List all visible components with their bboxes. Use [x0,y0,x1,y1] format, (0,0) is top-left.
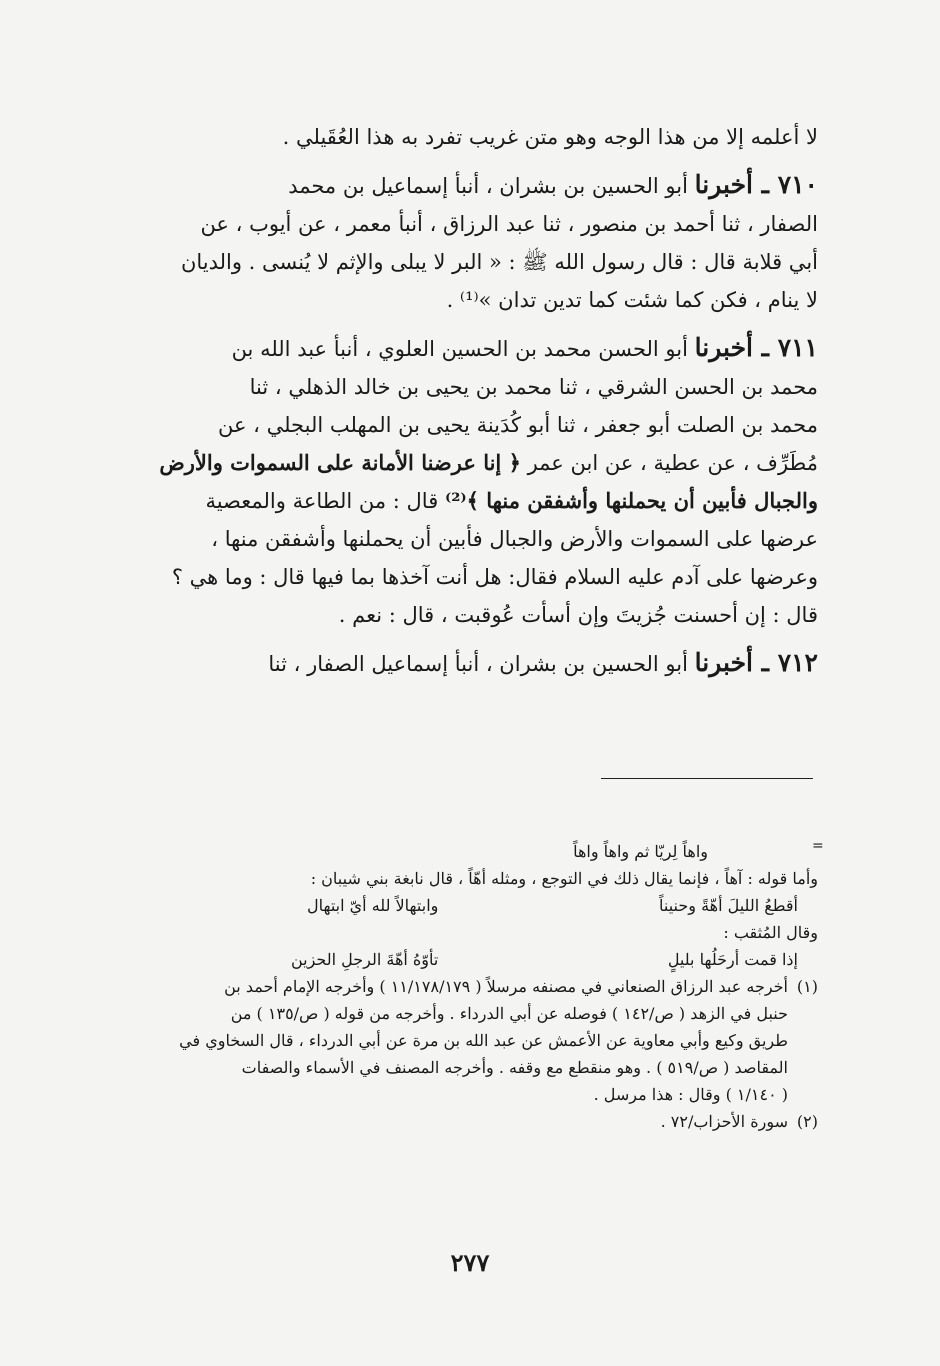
hadith-711-line-4a: مُطَرِّف ، عن عطية ، عن ابن عمر [527,451,818,475]
hadith-710-line-2: الصفار ، ثنا أحمد بن منصور ، ثنا عبد الرزاق ، أنبأ معمر ، عن أيوب ، عن [200,212,818,236]
hadith-711-line-1: أبو الحسن محمد بن الحسين العلوي ، أنبأ عبد الله بن [231,337,688,361]
hadith-711-line-7: وعرضها على آدم عليه السلام فقال: هل أنت آخذها بما فيها قال : وما هي ؟ [171,565,818,589]
hadith-711-line-2: محمد بن الحسن الشرقي ، ثنا محمد بن يحيى بن خالد الذهلي ، ثنا [249,375,818,399]
hadith-710-line-4: لا ينام ، فكن كما شئت كما تدين تدان »⁽¹⁾ . [446,288,818,312]
hadith-712-number: ٧١٢ ـ أخبرنا [694,648,818,677]
footnote-1-line-3: طريق وكيع وأبي معاوية عن الأعمش عن عبد الله بن مرة عن أبي الدرداء ، قال السخاوي في [179,1031,788,1050]
footnote-1-line-4: المقاصد ( ص/٥١٩ ) . وهو منقطع مع وقفه . وأخرجه المصنف في الأسماء والصفات [241,1058,788,1077]
poem-verse-2-first-half: أقطعُ الليلَ أهّةً وحنيناً [659,896,798,915]
page-number: ٢٧٧ [450,1248,490,1277]
hadith-711 [132,329,818,634]
poem-verse-3-second-half: تأوّهُ أهّةَ الرجلِ الحزين [290,950,439,969]
quran-verse-part-1: ﴿ إنا عرضنا الأمانة على السموات والأرض [159,450,521,475]
intro-line: لا أعلمه إلا من هذا الوجه وهو متن غريب تفرد به هذا العُقَيلي . [282,125,818,149]
intro-paragraph [132,118,818,156]
hadith-711-number: ٧١١ ـ أخبرنا [694,333,818,362]
footnote-2-line-1: سورة الأحزاب/٧٢ . [660,1112,788,1131]
hadith-710 [132,166,818,319]
footnote-1-line-1: أخرجه عبد الرزاق الصنعاني في مصنفه مرسلاً ( ١١/١٧٨/١٧٩ ) وأخرجه الإمام أحمد بن [224,977,788,996]
footnote-separator [601,778,813,779]
hadith-711-line-6: عرضها على السموات والأرض والجبال فأبين أن يحملنها وأشفقن منها ، [211,527,818,551]
footnote-1 [132,973,818,1108]
hadith-711-line-5b: قال : من الطاعة والمعصية [205,489,439,513]
hadith-711-line-3: محمد بن الصلت أبو جعفر ، ثنا أبو كُدَينة يحيى بن المهلب البجلي ، عن [217,413,818,437]
poem-verse-3 [132,946,818,973]
poem-verse-2 [132,892,818,919]
poem-verse-1: واهاً لِريّا ثم واهاً واهاً [573,842,708,861]
hadith-710-line-1: أبو الحسين بن بشران ، أنبأ إسماعيل بن محمد [288,174,688,198]
poem-verse-2-second-half: وابتهالاً لله أيّ ابتهال [306,896,439,915]
note-text-2: وقال المُثقب : [723,923,818,942]
hadith-712-line-1: أبو الحسين بن بشران ، أنبأ إسماعيل الصفار ، ثنا [268,652,688,676]
footnote-2 [132,1108,818,1135]
hadith-712 [132,644,818,683]
hadith-710-number: ٧١٠ ـ أخبرنا [694,170,818,199]
footnote-2-number: (٢) [796,1112,818,1131]
footnotes [132,838,818,1135]
poem-verse-3-first-half: إذا قمت أرحَلُها بليلٍ [667,950,798,969]
continuation-mark: = [812,838,824,854]
footnote-1-number: (١) [796,977,818,996]
main-text [132,118,818,693]
hadith-711-line-8: قال : إن أحسنت جُزيتَ وإن أسأت عُوقبت ، قال : نعم . [338,603,818,627]
footnote-1-line-2: حنبل في الزهد ( ص/١٤٢ ) فوصله عن أبي الدرداء . وأخرجه من قوله ( ص/١٣٥ ) من [230,1004,788,1023]
hadith-710-line-3: أبي قلابة قال : قال رسول الله ﷺ : « البر لا يبلى والإثم لا يُنسى . والديان [180,250,818,274]
quran-verse-part-2: والجبال فأبين أن يحملنها وأشفقن منها ﴾⁽²⁾ [444,488,818,513]
footnote-1-line-5: ( ١/١٤٠ ) وقال : هذا مرسل . [593,1085,788,1104]
note-text-1: وأما قوله : آهاً ، فإنما يقال ذلك في التوجع ، ومثله أهّاً ، قال نابغة بني شيبان : [310,869,818,888]
